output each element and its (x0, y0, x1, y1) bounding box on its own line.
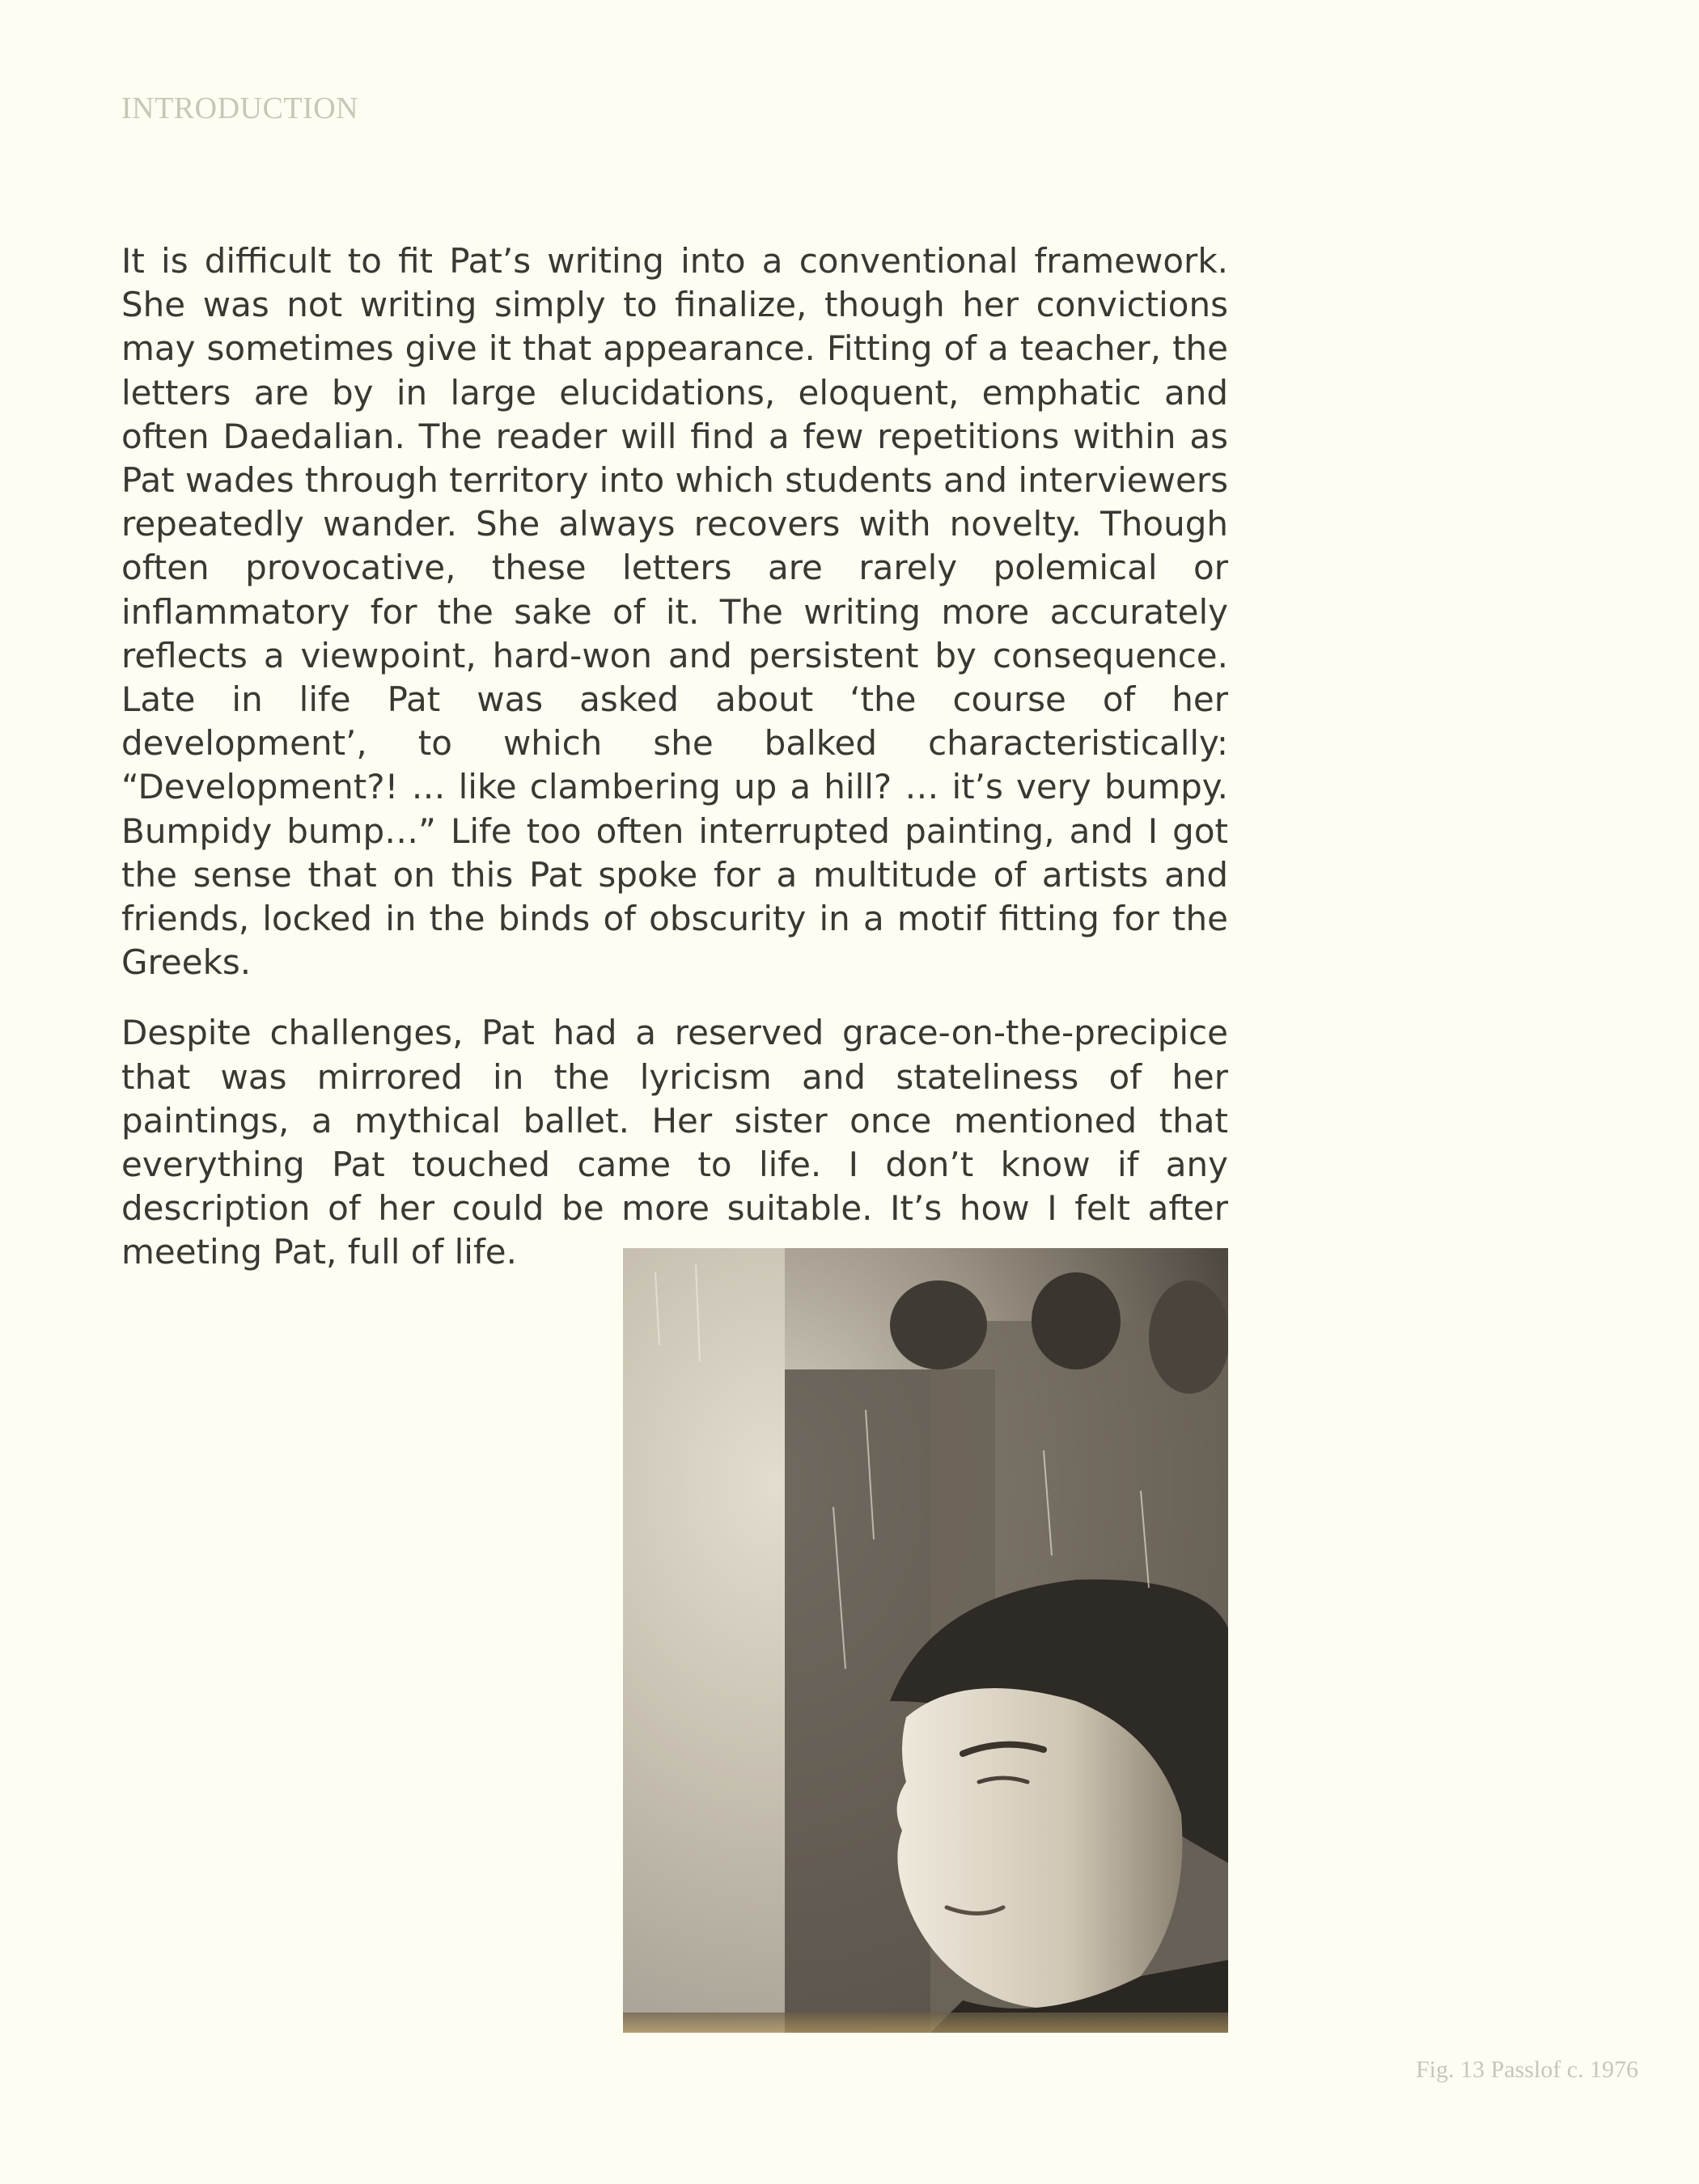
portrait-photo (623, 1248, 1228, 2033)
paragraph-2: Despite challenges, Pat had a reserved grace-on-the-precipice that was mirrored in the lyricism and stateliness of her paintings, a mythical ballet. Her sister once mentioned that everything Pat touched came to life. I don’t know if any description of her could be more suitable. It’s how I felt after meeting Pat, full of life. (121, 1013, 1228, 1272)
section-header: INTRODUCTION (121, 91, 359, 125)
paragraph-1: It is difficult to fit Pat’s writing into a conventional framework. She was not writing simply to finalize, though her convictions may sometimes give it that appearance. Fitting of a teacher, the letters are by in large elucidations, eloquent, emphatic and often Daedalian. The reader will find a few repetitions within as Pat wades through territory into which students and interviewers repeatedly wander. She always recovers with novelty. Though often provocative, these letters are rarely polemical or inflammatory for the sake of it. The writing more accurately reflects a viewpoint, hard-won and persistent by consequence. Late in life Pat was asked about ‘the course of her development’, to which she balked characteristically: “Development?! … like clambering up a hill? … it’s very bumpy. Bumpidy bump…” Life too often interrupted painting, and I got the sense that on this Pat spoke for a multitude of artists and friends, locked in the binds of obscurity in a motif fitting for the Greeks. (121, 241, 1228, 983)
figure-caption: Fig. 13 Passlof c. 1976 (1415, 2056, 1638, 2083)
body-text (121, 239, 1228, 1275)
